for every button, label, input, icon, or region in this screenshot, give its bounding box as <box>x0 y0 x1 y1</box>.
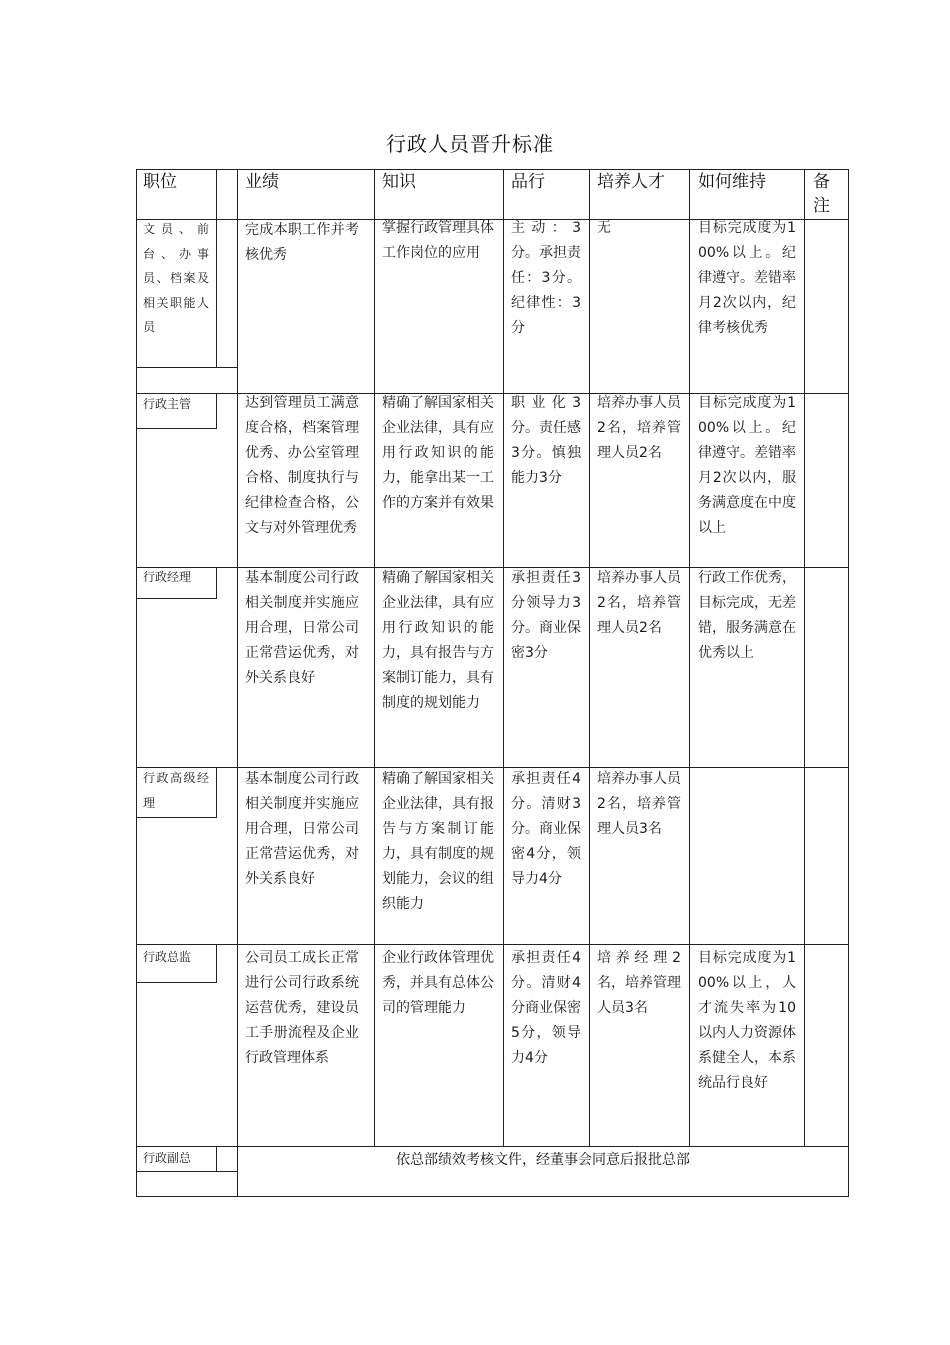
cell-knowledge: 精确了解国家相关企业法律，具有报告与方案制订能力，具有制度的规划能力，会议的组织能力 <box>382 771 494 912</box>
cell-position: 文员、前台、办事员、档案及相关职能人员 <box>143 222 209 334</box>
cell-position: 行政高级经理 <box>143 771 209 810</box>
header-maintain: 如何维持 <box>698 172 766 192</box>
cell-conduct: 承担责任4分。清财4分商业保密5分，领导力4分 <box>511 950 581 1066</box>
cell-training: 培养办事人员2名，培养管理人员2名 <box>597 570 681 636</box>
cell-maintain: 目标完成度为100%以上。纪律遵守。差错率月2次以内，纪律考核优秀 <box>698 220 796 336</box>
table-rule <box>216 169 217 368</box>
cell-conduct: 承担责任3分领导力3分。商业保密3分 <box>511 570 581 661</box>
table-rule <box>503 169 504 1147</box>
cell-conduct: 承担责任4分。清财3分。商业保密4分，领导力4分 <box>511 771 581 887</box>
table-rule <box>136 944 849 945</box>
table-rule <box>136 169 137 1197</box>
cell-performance: 完成本职工作并考核优秀 <box>245 222 359 263</box>
table-rule <box>136 428 216 429</box>
header-knowledge: 知识 <box>382 172 416 192</box>
table-rule <box>848 169 849 1197</box>
table-rule <box>237 169 238 1197</box>
table-rule <box>136 1171 237 1172</box>
header-position: 职位 <box>143 172 177 192</box>
cell-maintain: 目标完成度为100%以上，人才流失率为10以内人力资源体系健全人，本系统品行良好 <box>698 950 796 1091</box>
cell-knowledge: 精确了解国家相关企业法律，具有应用行政知识的能力，能拿出某一工作的方案并有效果 <box>382 395 494 511</box>
cell-maintain: 行政工作优秀，目标完成，无差错，服务满意在优秀以上 <box>698 570 796 661</box>
cell-conduct: 主动：3分。承担责任：3分。纪律性：3分 <box>511 220 581 336</box>
cell-training: 培养办事人员2名，培养管理人员3名 <box>597 771 681 837</box>
table-rule <box>136 367 237 368</box>
cell-position: 行政主管 <box>143 397 192 411</box>
cell-position: 行政副总 <box>143 1151 192 1165</box>
table-rule <box>374 169 375 1147</box>
table-rule <box>216 393 217 429</box>
table-rule <box>804 169 805 1147</box>
cell-position: 行政经理 <box>143 570 192 584</box>
table-rule <box>589 169 590 1147</box>
table-rule <box>136 982 216 983</box>
cell-training: 培养办事人员2名，培养管理人员2名 <box>597 395 681 461</box>
cell-performance: 达到管理员工满意度合格，档案管理优秀、办公室管理合格、制度执行与纪律检查合格，公文与对外管理优秀 <box>245 395 359 536</box>
table-rule <box>216 944 217 983</box>
table-rule <box>136 1196 849 1197</box>
cell-performance: 公司员工成长正常进行公司行政系统运营优秀，建设员工手册流程及企业行政管理体系 <box>245 950 359 1066</box>
table-rule <box>136 817 216 818</box>
cell-knowledge: 企业行政体管理优秀，并具有总体公司的管理能力 <box>382 950 494 1016</box>
cell-knowledge: 精确了解国家相关企业法律，具有应用行政知识的能力，具有报告与方案制订能力，具有制度的规划能力 <box>382 570 494 711</box>
cell-knowledge: 掌握行政管理具体工作岗位的应用 <box>382 220 494 261</box>
cell-position: 行政总监 <box>143 950 192 964</box>
table-rule <box>216 767 217 818</box>
table-rule <box>689 169 690 1147</box>
cell-merged-note: 依总部绩效考核文件，经董事会同意后报批总部 <box>396 1152 690 1168</box>
header-conduct: 品行 <box>511 172 545 192</box>
page-title: 行政人员晋升标准 <box>386 132 554 156</box>
table-rule <box>216 567 217 599</box>
cell-training: 无 <box>597 220 611 236</box>
cell-training: 培养经理2名，培养管理人员3名 <box>597 950 681 1016</box>
header-remark: 备注 <box>813 172 830 216</box>
cell-performance: 基本制度公司行政相关制度并实施应用合理，日常公司正常营运优秀，对外关系良好 <box>245 570 359 686</box>
table-rule <box>216 1146 217 1172</box>
header-performance: 业绩 <box>245 172 279 192</box>
table-rule <box>136 598 216 599</box>
cell-conduct: 职业化3分。责任感3分。慎独能力3分 <box>511 395 581 486</box>
cell-maintain: 目标完成度为100%以上。纪律遵守。差错率月2次以内，服务满意度在中度以上 <box>698 395 796 536</box>
cell-performance: 基本制度公司行政相关制度并实施应用合理，日常公司正常营运优秀，对外关系良好 <box>245 771 359 887</box>
header-training: 培养人才 <box>597 172 665 192</box>
